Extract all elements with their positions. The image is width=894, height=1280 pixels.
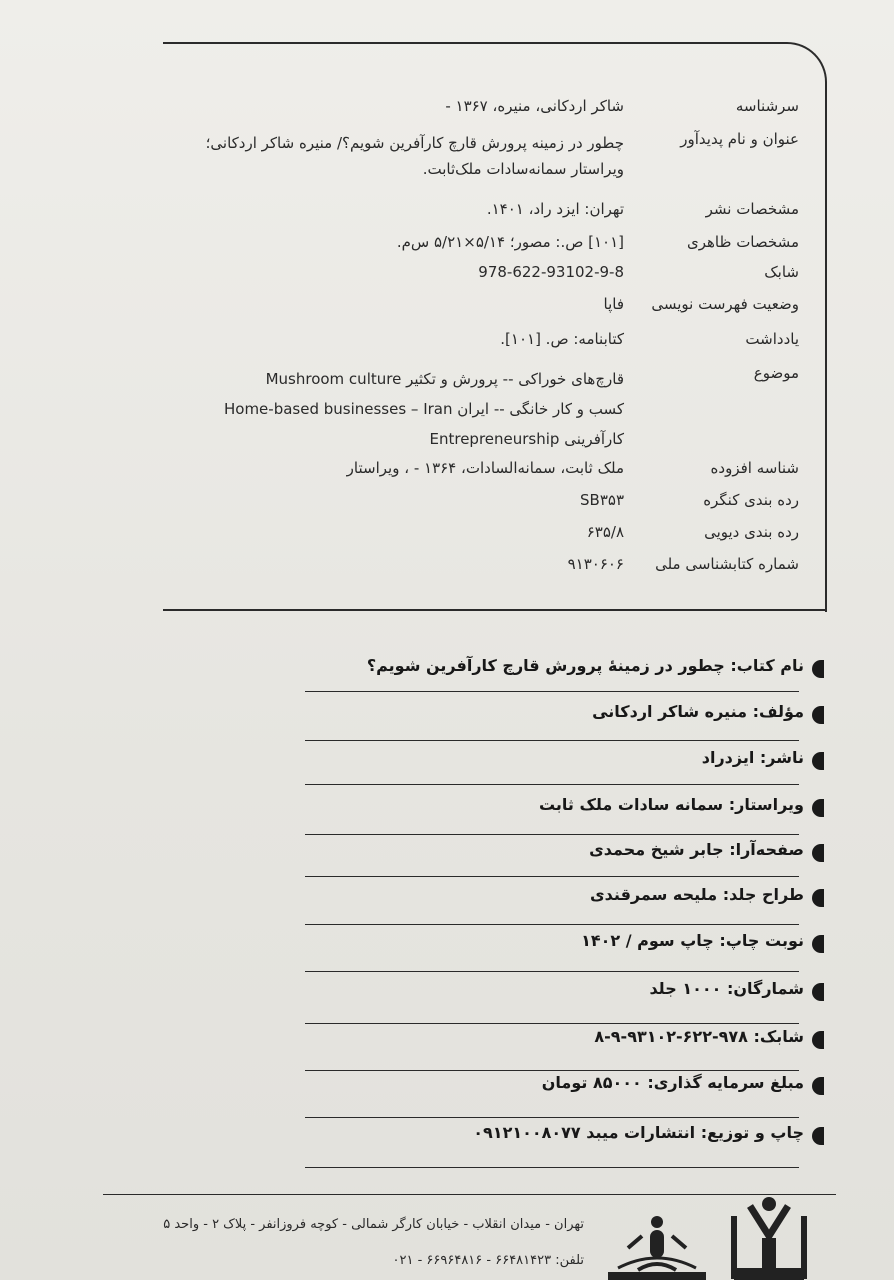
cip-label: شناسه افزوده (710, 459, 799, 477)
cip-value: ۹۱۳۰۶۰۶ (567, 555, 624, 573)
details-text (473, 1123, 804, 1142)
details-label: نام کتاب: (730, 656, 804, 675)
details-underline (305, 924, 799, 925)
details-value: ملیحه سمرقندی (590, 885, 718, 904)
cip-value-line: کارآفرینی Entrepreneurship (429, 430, 624, 448)
details-item (164, 1073, 824, 1103)
footer-rule (103, 1194, 836, 1195)
cip-value: 978-622-93102-9-8 (478, 263, 624, 281)
cip-label: وضعیت فهرست نویسی (651, 295, 799, 313)
details-text (539, 795, 804, 814)
details-text (590, 885, 804, 904)
bullet-semicircle-icon (812, 706, 824, 724)
details-text (542, 1073, 804, 1092)
details-underline (305, 876, 799, 877)
details-value: چاپ سوم / ۱۴۰۲ (581, 931, 714, 950)
cip-value-line: کسب و کار خانگی -- ایران Home-based businesses – Iran (223, 400, 624, 418)
bullet-semicircle-icon (812, 935, 824, 953)
bullet-semicircle-icon (812, 1031, 824, 1049)
details-item (164, 1027, 824, 1057)
details-label: ویراستار: (728, 795, 804, 814)
details-label: صفحه‌آرا: (729, 840, 804, 859)
publisher-phone: تلفن: ۶۶۴۸۱۴۲۳ - ۶۶۹۶۴۸۱۶ - ۰۲۱ (392, 1253, 584, 1268)
publisher-logo-icon (730, 1196, 808, 1280)
details-text (592, 702, 804, 721)
cip-label: رده بندی کنگره (703, 491, 799, 509)
details-label: شابک: (753, 1027, 804, 1046)
cip-value: شاکر اردکانی، منیره، ۱۳۶۷ - (445, 97, 624, 115)
details-value: ۸۵۰۰۰ تومان (541, 1073, 642, 1092)
details-text (702, 748, 804, 767)
cip-value: SB۳۵۳ (580, 491, 624, 509)
details-item (164, 931, 824, 961)
details-label: ناشر: (759, 748, 804, 767)
cip-label: مشخصات ظاهری (686, 233, 799, 251)
details-item (164, 795, 824, 825)
cip-label: شابک (764, 263, 799, 281)
details-underline (305, 784, 799, 785)
details-value: انتشارات میبد ۰۹۱۲۱۰۰۸۰۷۷ (473, 1123, 696, 1142)
details-item (164, 656, 824, 686)
cip-label: شماره کتابشناسی ملی (655, 555, 799, 573)
cip-value: تهران: ایزد راد، ۱۴۰۱. (486, 200, 624, 218)
details-underline (305, 834, 799, 835)
details-label: مبلغ سرمایه گذاری: (647, 1073, 804, 1092)
details-label: طراح جلد: (722, 885, 804, 904)
cip-value: فاپا (603, 295, 624, 313)
cip-label: سرشناسه (735, 97, 799, 115)
details-text (367, 656, 804, 675)
publisher-address: تهران - میدان انقلاب - خیابان کارگر شمالی - کوچه فروزانفر - پلاک ۲ - واحد ۵ (163, 1217, 584, 1232)
details-text (589, 840, 804, 859)
bullet-semicircle-icon (812, 844, 824, 862)
cip-label: یادداشت (745, 330, 799, 348)
details-value: چطور در زمینهٔ پرورش قارچ کارآفرین شویم؟ (366, 656, 725, 675)
details-underline (305, 1070, 799, 1071)
bullet-semicircle-icon (812, 1077, 824, 1095)
cip-label: موضوع (753, 364, 799, 382)
cip-value: کتابنامه: ص. [۱۰۱]. (500, 330, 624, 348)
details-underline (305, 740, 799, 741)
cip-value (224, 364, 624, 454)
bullet-semicircle-icon (812, 799, 824, 817)
details-item (164, 702, 824, 732)
details-underline (305, 1117, 799, 1118)
cip-value: [۱۰۱] ص.: مصور؛ ۵/۱۴×۵/۲۱ س‌م. (396, 233, 624, 251)
details-item (164, 840, 824, 870)
cip-label: عنوان و نام پدیدآور (680, 130, 799, 148)
cataloging-rows (0, 0, 894, 600)
details-value: ۹۷۸-۶۲۲-۹۳۱۰۲-۹-۸ (594, 1027, 748, 1046)
printer-logo-icon (598, 1208, 716, 1280)
bullet-semicircle-icon (812, 752, 824, 770)
cip-value: ملک ثابت، سمانه‌السادات، ۱۳۶۴ - ، ویراستار (346, 459, 624, 477)
details-label: چاپ و توزیع: (700, 1123, 804, 1142)
bullet-semicircle-icon (812, 983, 824, 1001)
cip-value-line: چطور در زمینه پرورش قارچ کارآفرین شویم؟/ منیره شاکر اردکانی؛ (205, 134, 624, 152)
details-value: ۱۰۰۰ جلد (649, 979, 722, 998)
details-underline (305, 971, 799, 972)
cip-value: ۶۳۵/۸ (586, 523, 624, 541)
details-value: ایزدراد (701, 748, 755, 767)
cip-value-line: ویراستار سمانه‌سادات ملک‌ثابت. (422, 160, 624, 178)
details-item (164, 1123, 824, 1153)
details-underline (305, 1167, 799, 1168)
details-item (164, 979, 824, 1009)
details-item (164, 748, 824, 778)
details-label: نوبت چاپ: (719, 931, 804, 950)
bullet-semicircle-icon (812, 889, 824, 907)
bullet-semicircle-icon (812, 1127, 824, 1145)
cip-label: رده بندی دیویی (704, 523, 799, 541)
details-value: جابر شیخ محمدی (589, 840, 724, 859)
details-text (581, 931, 804, 950)
details-value: منیره شاکر اردکانی (592, 702, 748, 721)
details-underline (305, 691, 799, 692)
details-underline (305, 1023, 799, 1024)
cip-value (206, 130, 624, 182)
bullet-semicircle-icon (812, 660, 824, 678)
details-label: مؤلف: (752, 702, 804, 721)
cip-label: مشخصات نشر (705, 200, 799, 218)
details-item (164, 885, 824, 915)
cataloging-box-bottom-rule (163, 609, 827, 611)
details-value: سمانه سادات ملک ثابت (538, 795, 724, 814)
cip-value-line: قارچ‌های خوراکی -- پرورش و تکثیر Mushroom culture (265, 370, 624, 388)
details-label: شمارگان: (726, 979, 804, 998)
details-text (594, 1027, 804, 1046)
details-text (649, 979, 804, 998)
